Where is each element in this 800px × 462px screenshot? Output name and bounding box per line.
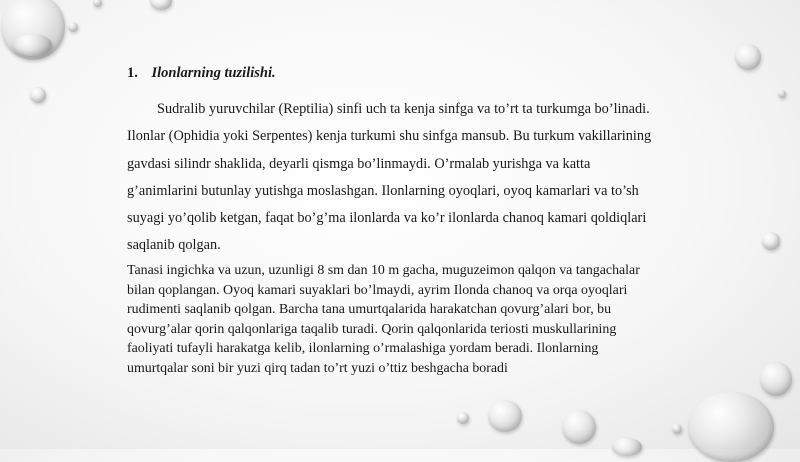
water-drop-decoration xyxy=(68,22,78,32)
water-drop-decoration xyxy=(778,90,786,98)
water-drop-decoration xyxy=(12,34,52,56)
water-drop-decoration xyxy=(688,392,774,462)
water-drop-decoration xyxy=(150,0,172,10)
paragraph-2: Tanasi ingichka va uzun, uzunligi 8 sm dan 10 m gacha, muguzeimon qalqon va tangachalar bilan qoplangan. Oyoq kamari suyaklari bo’lmaydi, ayrim Ilonda chanoq va orqa oyoqlari rudimenti saqlanib qolgan. Barcha tana umurtqalarida harakatchan qovurg’alari bor, bu qovurg’alar qorin qalqonlariga taqalib turadi. Qorin qalqonlarida teriosti muskullarining faoliyati tufayli harakatga kelib, ilonlarning o’rmalashiga yordam beradi. Ilonlarning umurtqalar soni bir yuzi qirq tadan to’rt yuzi o’ttiz beshgacha boradi xyxy=(127,263,640,376)
heading-title: Ilonlarning tuzilishi. xyxy=(151,65,276,81)
section-heading xyxy=(127,65,276,82)
water-drop-decoration xyxy=(672,424,682,434)
heading-number: 1. xyxy=(127,65,138,81)
water-drop-decoration xyxy=(457,412,469,424)
water-drop-decoration xyxy=(488,400,522,432)
water-drop-decoration xyxy=(93,0,102,7)
water-drop-decoration xyxy=(562,410,596,444)
water-drop-decoration xyxy=(760,362,792,396)
water-drop-decoration xyxy=(612,438,642,456)
water-drop-decoration xyxy=(735,44,761,70)
water-drop-decoration xyxy=(30,87,46,103)
paragraph-1-text: Sudralib yuruvchilar (Reptilia) sinfi uch ta kenja sinfga va to’rt ta turkumga bo’linadi. Ilonlar (Ophidia yoki Serpentes) kenja turkumi shu sinfga mansub. Bu turkum vakillarining gavdasi silindr shaklida, deyarli qismga bo’linmaydi. O’rmalab yurishga va katta g’animlarini butunlay yutishga moslashgan. Ilonlarning oyoqlari, oyoq kamarlari va to’sh suyagi yo’qolib ketgan, faqat bo’g’ma ilonlarda va ko’r ilonlarda chanoq kamari qoldiqlari saqlanib qolgan. xyxy=(127,101,652,254)
water-drop-decoration xyxy=(762,232,780,250)
paragraph-1 xyxy=(127,96,652,260)
